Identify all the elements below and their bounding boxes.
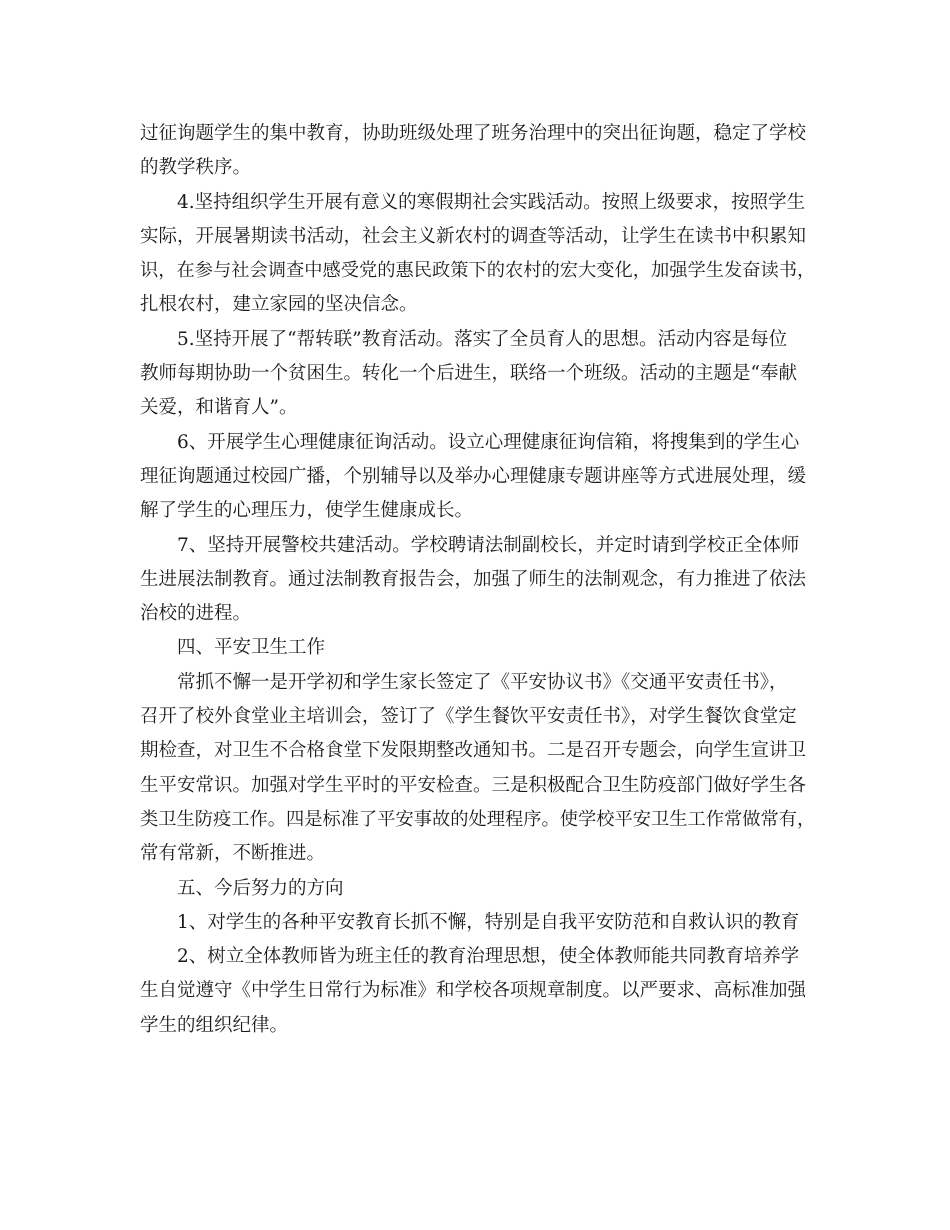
text-line: 扎根农村，建立家园的坚决信念。: [140, 294, 418, 316]
text-line: 实际，开展暑期读书活动，社会主义新农村的调查等活动，让学生在读书中积累知: [140, 225, 807, 247]
text-line: 生进展法制教育。通过法制教育报告会，加强了师生的法制观念，有力推进了依法: [140, 568, 807, 590]
text-line: 的教学秩序。: [140, 157, 252, 179]
text-line: 2、树立全体教师皆为班主任的教育治理思想，使全体教师能共同教育培养学: [177, 946, 800, 968]
section-heading: 五、今后努力的方向: [177, 877, 344, 899]
text-line: 治校的进程。: [140, 603, 252, 625]
text-line: 6、开展学生心理健康征询活动。设立心理健康征询信箱，将搜集到的学生心: [177, 431, 800, 453]
text-line: 常有常新，不断推进。: [140, 843, 326, 865]
document-body: [140, 117, 820, 1043]
text-line: 学生的组织纪律。: [140, 1014, 289, 1036]
text-line: 常抓不懈一是开学初和学生家长签定了《平安协议书》《交通平安责任书》，: [177, 671, 788, 693]
text-line: 教师每期协助一个贫困生。转化一个后进生，联络一个班级。活动的主题是“奉献: [140, 363, 797, 385]
text-line: 理征询题通过校园广播，个别辅导以及举办心理健康专题讲座等方式进展处理，缓: [140, 465, 807, 487]
section-heading: 四、平安卫生工作: [177, 637, 326, 659]
text-line: 召开了校外食堂业主培训会，签订了《学生餐饮平安责任书》，对学生餐饮食堂定: [140, 706, 797, 728]
text-line: 7、坚持开展警校共建活动。学校聘请法制副校长，并定时请到学校正全体师: [177, 534, 800, 556]
text-line: 生自觉遵守《中学生日常行为标准》和学校各项规章制度。以严要求、高标准加强: [140, 980, 807, 1002]
text-line: 1、对学生的各种平安教育长抓不懈，特别是自我平安防范和自救认识的教育: [177, 911, 800, 933]
text-line: 关爱，和谐育人”。: [140, 397, 298, 419]
text-line: 生平安常识。加强对学生平时的平安检查。三是积极配合卫生防疫部门做好学生各: [140, 774, 807, 796]
text-line: 期检查，对卫生不合格食堂下发限期整改通知书。二是召开专题会，向学生宣讲卫: [140, 740, 807, 762]
text-line: 识，在参与社会调查中感受党的惠民政策下的农村的宏大变化，加强学生发奋读书，: [140, 260, 816, 282]
text-line: 解了学生的心理压力，使学生健康成长。: [140, 500, 474, 522]
text-line: 5.坚持开展了“帮转联”教育活动。落实了全员育人的思想。活动内容是每位: [177, 328, 788, 350]
text-line: 4.坚持组织学生开展有意义的寒假期社会实践活动。按照上级要求，按照学生: [177, 191, 806, 213]
text-line: 类卫生防疫工作。四是标准了平安事故的处理程序。使学校平安卫生工作常做常有，: [140, 808, 816, 830]
text-line: 过征询题学生的集中教育，协助班级处理了班务治理中的突出征询题，稳定了学校: [140, 123, 807, 144]
